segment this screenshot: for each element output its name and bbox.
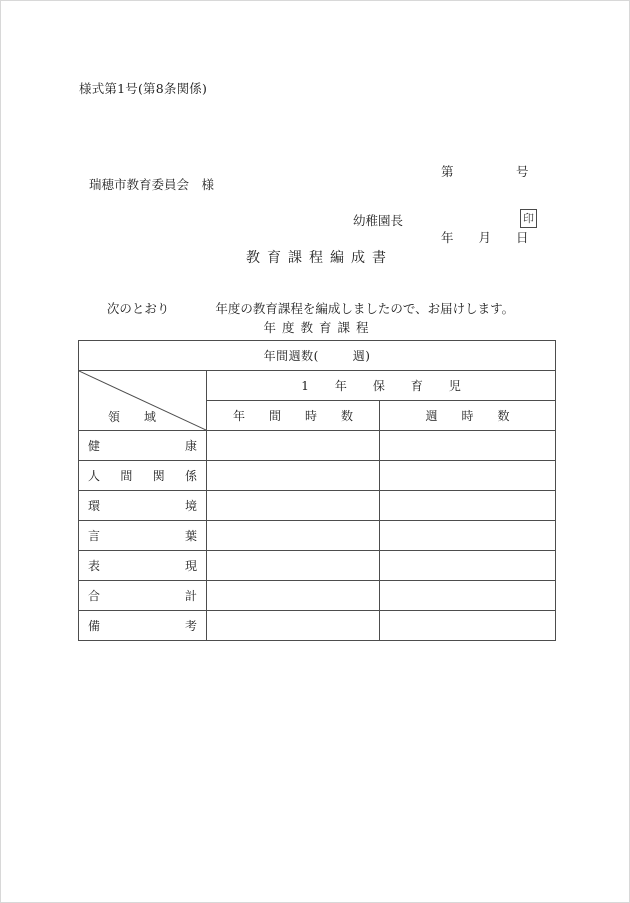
group-header-cell: 1 年 保 育 児 [207, 371, 556, 401]
table-header-row-group [79, 371, 556, 401]
row-label-text: 健康 [88, 439, 197, 453]
cell-annual-hours[interactable] [207, 431, 380, 461]
annual-weeks-cell [79, 341, 556, 371]
cell-weekly-hours[interactable] [380, 521, 556, 551]
cell-annual-hours[interactable] [207, 611, 380, 641]
cell-weekly-hours[interactable] [380, 491, 556, 521]
diagonal-header-cell [79, 371, 207, 431]
row-label-kankyo [79, 491, 207, 521]
cell-weekly-hours[interactable] [380, 461, 556, 491]
row-label-text: 表現 [88, 559, 197, 573]
table-row-annual-weeks [79, 341, 556, 371]
row-label-text: 合計 [88, 589, 197, 603]
cell-annual-hours[interactable] [207, 521, 380, 551]
cell-weekly-hours[interactable] [380, 431, 556, 461]
form-number-label: 様式第1号(第8条関係) [79, 81, 208, 96]
page-title: 教育課程編成書 [246, 250, 393, 266]
addressee-line: 瑞穂市教育委員会 様 [89, 177, 215, 192]
table-caption: 年度教育課程 [263, 320, 375, 335]
signer-title: 幼稚園長 [353, 213, 404, 228]
cell-annual-hours[interactable] [207, 491, 380, 521]
curriculum-table-wrapper [78, 340, 555, 641]
subheader-annual-hours: 年 間 時 数 [207, 401, 380, 431]
cell-annual-hours[interactable] [207, 581, 380, 611]
row-label-kenko [79, 431, 207, 461]
row-label-biko [79, 611, 207, 641]
table-row [79, 461, 556, 491]
cell-weekly-hours[interactable] [380, 551, 556, 581]
cell-weekly-hours[interactable] [380, 581, 556, 611]
table-row [79, 581, 556, 611]
cell-annual-hours[interactable] [207, 551, 380, 581]
row-label-hyogen [79, 551, 207, 581]
row-label-ningen-kankei [79, 461, 207, 491]
row-label-kotoba [79, 521, 207, 551]
cell-weekly-hours[interactable] [380, 611, 556, 641]
body-sentence-suffix: 年度の教育課程を編成しましたので、お届けします。 [215, 301, 515, 316]
table-row [79, 521, 556, 551]
document-number-line: 第 号 [441, 164, 529, 179]
row-label-text: 人間関係 [88, 469, 197, 483]
subheader-weekly-hours: 週 時 数 [380, 401, 556, 431]
body-sentence-prefix: 次のとおり [106, 301, 170, 316]
table-row [79, 551, 556, 581]
row-label-text: 言葉 [88, 529, 197, 543]
seal-stamp-box: 印 [520, 209, 537, 228]
table-row [79, 611, 556, 641]
cell-annual-hours[interactable] [207, 461, 380, 491]
corner-label-domain: 領 域 [107, 410, 162, 424]
table-row [79, 491, 556, 521]
annual-weeks-suffix: 週) [352, 349, 371, 363]
annual-weeks-prefix: 年間週数( [263, 349, 319, 363]
row-label-text: 備考 [88, 619, 197, 633]
curriculum-table [78, 340, 556, 641]
document-date-line: 年 月 日 [441, 230, 529, 245]
row-label-text: 環境 [88, 499, 197, 513]
row-label-goukei [79, 581, 207, 611]
table-row [79, 431, 556, 461]
